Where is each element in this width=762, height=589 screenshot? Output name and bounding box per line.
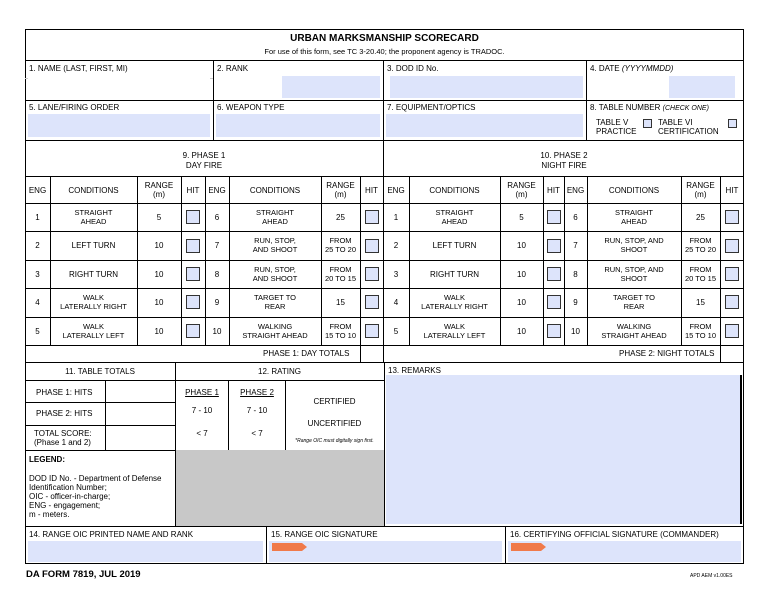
- rating-p2-certified: 7 - 10: [246, 406, 268, 415]
- rating-phase1: PHASE 1: [185, 388, 219, 397]
- grid-line: [25, 288, 383, 289]
- oic-signature-label: 15. RANGE OIC SIGNATURE: [271, 530, 378, 539]
- rating-p2-uncertified: < 7: [251, 429, 263, 438]
- p2-condition: WALK: [444, 321, 465, 331]
- p2-eng-number: 3: [393, 269, 399, 279]
- oic-name-field[interactable]: [28, 541, 263, 562]
- p2-hit-checkbox[interactable]: [725, 239, 739, 253]
- p1-condition: AHEAD: [262, 217, 288, 226]
- p1-range: 10: [154, 298, 164, 308]
- p1-hit-checkbox[interactable]: [186, 210, 200, 224]
- rank-field[interactable]: [282, 76, 380, 98]
- p2-range: 10: [517, 269, 526, 279]
- rating-p1-certified: 7 - 10: [191, 406, 213, 415]
- p1-eng-number: 6: [214, 213, 220, 222]
- legend-dod-2: Identification Number;: [29, 483, 107, 492]
- p1-eng-number: 7: [214, 241, 220, 251]
- p2-hit-header: HIT: [547, 186, 560, 195]
- p1-condition: LATERALLY LEFT: [62, 330, 125, 340]
- rank-label: 2. RANK: [217, 64, 249, 73]
- total-score-field[interactable]: [106, 426, 174, 449]
- form-title: URBAN MARKSMANSHIP SCORECARD: [290, 33, 479, 44]
- p1-condition: WALKING: [257, 321, 293, 331]
- table-vi-cert-label: CERTIFICATION: [658, 127, 719, 136]
- p1-condition: STRAIGHT AHEAD: [242, 330, 308, 340]
- name-label: 1. NAME (LAST, FIRST, MI): [29, 64, 128, 73]
- p2-condition: TARGET TO: [613, 293, 655, 303]
- phase2-subtitle: NIGHT FIRE: [541, 161, 587, 170]
- oic-sign-tab-icon[interactable]: [272, 543, 302, 551]
- cert-sign-tab-icon[interactable]: [511, 543, 541, 551]
- p1-condition: AND SHOOT: [252, 273, 298, 283]
- p1-condition: WALK: [83, 293, 104, 303]
- p2-condition: RIGHT TURN: [429, 269, 480, 279]
- p1-conditions-header: CONDITIONS: [249, 186, 301, 195]
- p1-range-unit-header: (m): [153, 190, 165, 199]
- equipment-field[interactable]: [386, 114, 583, 137]
- p2-range: 15 TO 10: [685, 330, 716, 340]
- p2-eng-number: 10: [571, 326, 580, 336]
- p1-hit-checkbox[interactable]: [186, 324, 200, 338]
- grid-line: [383, 231, 744, 232]
- legend-dod: DOD ID No. - Department of Defense: [29, 474, 162, 483]
- p1-range: 25 TO 20: [325, 245, 356, 255]
- total-score-sub-label: (Phase 1 and 2): [34, 438, 91, 447]
- p1-eng-number: 3: [35, 269, 40, 279]
- remarks-field[interactable]: [386, 375, 740, 524]
- p2-conditions-header: CONDITIONS: [429, 186, 480, 195]
- p1-condition: REAR: [264, 302, 286, 312]
- table-number-hint: (CHECK ONE): [662, 105, 709, 112]
- p1-eng-number: 1: [35, 213, 40, 222]
- p1-hit-checkbox[interactable]: [365, 210, 379, 224]
- grid-line: [383, 203, 744, 204]
- p1-hit-checkbox[interactable]: [365, 324, 379, 338]
- p2-range: 20 TO 15: [685, 273, 716, 283]
- total-score-label: TOTAL SCORE:: [34, 429, 92, 438]
- remarks-label: 13. REMARKS: [388, 366, 441, 375]
- p1-eng-header: ENG: [208, 186, 226, 195]
- rating-p1-uncertified: < 7: [196, 429, 208, 438]
- grid-line: [25, 317, 383, 318]
- grid-line: [25, 260, 383, 261]
- table-vi-checkbox[interactable]: [728, 119, 737, 128]
- p1-condition: STRAIGHT: [256, 208, 294, 217]
- p1-hit-checkbox[interactable]: [365, 295, 379, 309]
- legend-eng: ENG - engagement;: [29, 501, 101, 510]
- legend-title: LEGEND:: [29, 455, 65, 464]
- p2-condition: AHEAD: [441, 217, 468, 226]
- p1-hit-checkbox[interactable]: [365, 267, 379, 281]
- p2-range-unit-header: (m): [515, 190, 528, 199]
- p2-eng-header: ENG: [566, 186, 585, 195]
- p1-eng-number: 8: [214, 269, 220, 279]
- p2-eng-header: ENG: [387, 186, 405, 195]
- phase1-totals-label: PHASE 1: DAY TOTALS: [263, 349, 350, 358]
- p2-range: 10: [517, 326, 526, 336]
- grid-line: [25, 203, 383, 204]
- p2-range: FROM: [689, 264, 712, 274]
- gray-block: [175, 450, 384, 526]
- p1-range: 20 TO 15: [325, 273, 356, 283]
- p2-hit-checkbox[interactable]: [725, 267, 739, 281]
- grid-line: [383, 288, 744, 289]
- p2-condition: SHOOT: [620, 245, 648, 255]
- p1-range: 5: [156, 213, 162, 222]
- phase2-hits-label: PHASE 2: HITS: [36, 409, 93, 418]
- p1-range: 10: [154, 241, 164, 251]
- phase1-subtitle: DAY FIRE: [185, 161, 223, 170]
- p2-range: 10: [517, 298, 526, 308]
- p2-conditions-header: CONDITIONS: [608, 186, 660, 195]
- p2-condition: LATERALLY LEFT: [423, 330, 486, 340]
- dod-id-field[interactable]: [390, 76, 583, 98]
- p2-eng-number: 2: [393, 241, 399, 251]
- p1-range: 10: [154, 326, 164, 336]
- p2-hit-checkbox[interactable]: [725, 210, 739, 224]
- p1-condition: TARGET TO: [254, 293, 296, 303]
- p1-range: 15 TO 10: [325, 330, 356, 340]
- p2-range-header: RANGE: [686, 181, 715, 190]
- p2-eng-number: 4: [393, 298, 399, 308]
- p1-hit-checkbox[interactable]: [365, 239, 379, 253]
- p2-range: 25 TO 20: [685, 245, 716, 255]
- rating-phase2: PHASE 2: [240, 388, 274, 397]
- p2-condition: STRAIGHT: [615, 208, 653, 217]
- p1-range: 15: [336, 298, 345, 308]
- p2-hit-checkbox[interactable]: [725, 295, 739, 309]
- p1-condition: WALK: [83, 321, 104, 331]
- uncertified-label: UNCERTIFIED: [307, 419, 362, 428]
- phase1-hits-field[interactable]: [106, 381, 174, 401]
- table-totals-title: 11. TABLE TOTALS: [65, 367, 135, 376]
- date-label: 4. DATE: [590, 64, 620, 73]
- cert-signature-label: 16. CERTIFYING OFFICIAL SIGNATURE (COMMANDER): [510, 530, 719, 539]
- date-hint: (YYYYMMDD): [621, 64, 674, 73]
- phase2-totals-label: PHASE 2: NIGHT TOTALS: [619, 349, 715, 358]
- lane-label: 5. LANE/FIRING ORDER: [29, 103, 120, 112]
- weapon-field[interactable]: [216, 114, 380, 137]
- p2-eng-number: 7: [573, 241, 578, 251]
- p2-condition: LATERALLY RIGHT: [421, 302, 488, 312]
- table-v-practice-label: PRACTICE: [596, 127, 637, 136]
- p1-hit-header: HIT: [186, 186, 200, 195]
- p1-condition: STRAIGHT: [74, 208, 113, 217]
- legend-m: m - meters.: [29, 510, 70, 519]
- p2-hit-checkbox[interactable]: [547, 267, 561, 281]
- p1-condition: AND SHOOT: [252, 245, 298, 255]
- p1-condition: LEFT TURN: [71, 241, 116, 251]
- p2-condition: SHOOT: [620, 273, 648, 283]
- p1-condition: RIGHT TURN: [68, 269, 119, 279]
- table-v-label: TABLE V: [596, 118, 629, 127]
- p1-range: FROM: [329, 321, 352, 331]
- p1-hit-header: HIT: [365, 186, 378, 195]
- grid-line: [25, 231, 383, 232]
- table-vi-label: TABLE VI: [658, 118, 693, 127]
- p2-hit-checkbox[interactable]: [725, 324, 739, 338]
- rating-note: *Range OIC must digitally sign first.: [295, 438, 374, 444]
- p1-condition: AHEAD: [80, 217, 107, 226]
- phase1-hits-label: PHASE 1: HITS: [36, 388, 93, 397]
- p2-range: 5: [519, 213, 524, 222]
- form-version: APD AEM v1.00ES: [690, 573, 733, 579]
- p2-hit-checkbox[interactable]: [547, 239, 561, 253]
- p2-eng-number: 6: [573, 213, 578, 222]
- name-field[interactable]: [28, 78, 210, 98]
- p2-condition: AHEAD: [621, 217, 647, 226]
- p2-hit-checkbox[interactable]: [547, 295, 561, 309]
- p1-eng-number: 4: [35, 298, 40, 308]
- p2-hit-checkbox[interactable]: [547, 324, 561, 338]
- p2-range-unit-header: (m): [694, 190, 707, 199]
- oic-name-label: 14. RANGE OIC PRINTED NAME AND RANK: [29, 530, 194, 539]
- p1-conditions-header: CONDITIONS: [68, 186, 119, 195]
- p2-eng-number: 1: [393, 213, 399, 222]
- p1-range: FROM: [329, 264, 352, 274]
- p1-condition: RUN, STOP,: [254, 264, 296, 274]
- p1-hit-checkbox[interactable]: [186, 239, 200, 253]
- p2-condition: WALKING: [616, 321, 652, 331]
- p2-condition: WALK: [444, 293, 465, 303]
- table-number-label: 8. TABLE NUMBER: [590, 103, 661, 112]
- p1-eng-number: 2: [35, 241, 40, 251]
- p2-condition: RUN, STOP, AND: [604, 264, 664, 274]
- p2-condition: STRAIGHT: [435, 208, 474, 217]
- p1-hit-checkbox[interactable]: [186, 267, 200, 281]
- p2-range: 25: [696, 213, 705, 222]
- p2-range-header: RANGE: [507, 181, 536, 190]
- p1-eng-number: 10: [212, 326, 222, 336]
- form-subtitle: For use of this form, see TC 3-20.40; the proponent agency is TRADOC.: [264, 47, 505, 56]
- p1-range: 25: [336, 213, 345, 222]
- p1-eng-number: 5: [35, 326, 40, 336]
- p2-range: 10: [517, 241, 526, 251]
- p1-range: FROM: [329, 236, 352, 246]
- p2-condition: STRAIGHT AHEAD: [601, 330, 667, 340]
- p1-range-unit-header: (m): [334, 190, 347, 199]
- grid-line: [383, 317, 744, 318]
- p2-condition: LEFT TURN: [432, 241, 477, 251]
- equipment-label: 7. EQUIPMENT/OPTICS: [387, 103, 476, 112]
- p1-condition: LATERALLY RIGHT: [60, 302, 127, 312]
- p2-hit-header: HIT: [725, 186, 739, 195]
- p2-range: FROM: [689, 236, 712, 246]
- weapon-label: 6. WEAPON TYPE: [217, 103, 285, 112]
- p2-eng-number: 8: [573, 269, 578, 279]
- p2-range: 15: [696, 298, 705, 308]
- p1-range: 10: [154, 269, 164, 279]
- table-v-checkbox[interactable]: [643, 119, 652, 128]
- p2-eng-number: 5: [393, 326, 399, 336]
- phase2-title: 10. PHASE 2: [540, 151, 588, 160]
- p2-condition: RUN, STOP, AND: [604, 236, 664, 246]
- lane-field[interactable]: [28, 114, 210, 137]
- p1-hit-checkbox[interactable]: [186, 295, 200, 309]
- legend-oic: OIC - officer-in-charge;: [29, 492, 111, 501]
- dod-id-label: 3. DOD ID No.: [387, 64, 439, 73]
- p1-eng-header: ENG: [28, 186, 47, 195]
- p1-eng-number: 9: [214, 298, 220, 308]
- p2-eng-number: 9: [573, 298, 578, 308]
- rating-title: 12. RATING: [258, 367, 301, 376]
- date-field[interactable]: [669, 76, 735, 98]
- p2-condition: REAR: [623, 302, 645, 312]
- p2-range: FROM: [689, 321, 712, 331]
- phase2-hits-field[interactable]: [106, 403, 174, 424]
- form-number: DA FORM 7819, JUL 2019: [26, 569, 141, 580]
- grid-line: [383, 260, 744, 261]
- p2-hit-checkbox[interactable]: [547, 210, 561, 224]
- p1-condition: RUN, STOP,: [254, 236, 296, 246]
- phase1-title: 9. PHASE 1: [182, 151, 226, 160]
- certified-label: CERTIFIED: [313, 397, 356, 406]
- p1-range-header: RANGE: [144, 181, 174, 190]
- p1-range-header: RANGE: [326, 181, 355, 190]
